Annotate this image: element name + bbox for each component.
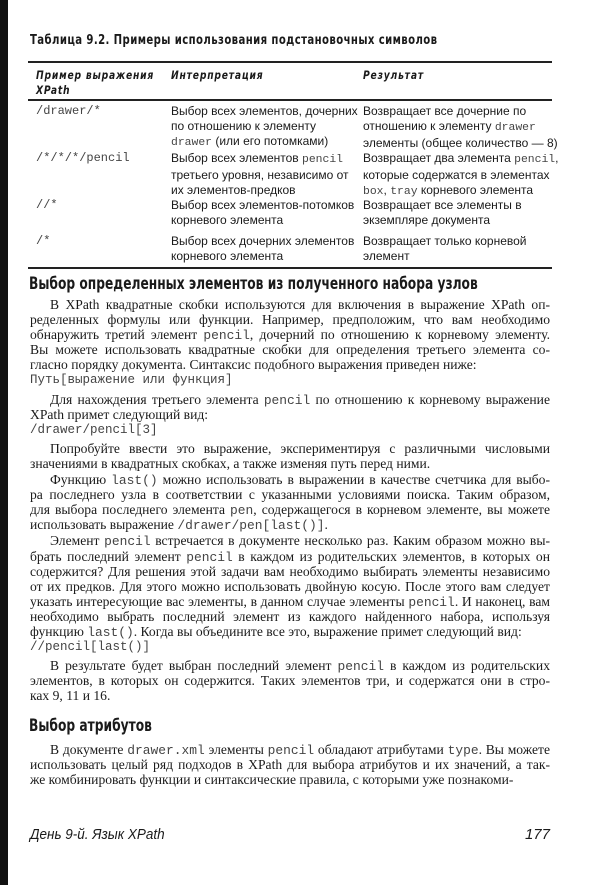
text-run: необходимо выбрать последний элемент из каждого найденного набора, используя [30,608,550,624]
inline-code: drawer.xml [127,743,205,758]
text-run: брать последний элемент [30,548,187,564]
text-run: Возвращает только корневой [363,234,527,248]
text-run: элемент [363,249,410,263]
cell-line [363,234,527,249]
text-run: корневого элемента [171,249,284,263]
text-line [30,772,550,787]
table-header-rule [28,99,552,101]
paragraph [30,742,550,787]
text-run: В XPath квадратные скобки используются для включения в выражение XPath оп- [50,297,550,312]
text-run: , дочерний по отношению к корневому элементу. [249,327,550,343]
text-line [30,564,550,579]
result-cell [363,198,522,228]
text-line [30,342,550,357]
paragraph [30,472,550,532]
text-run: . [324,517,328,533]
text-run: , содержащегося в корневом элементе, вы можете [253,502,550,518]
table-bottom-rule [28,267,552,269]
text-run: отношению к элементу [363,119,495,133]
section-heading: Выбор определенных элементов из полученного набора узлов [29,274,478,294]
table-header-result: Результат [363,68,424,82]
text-run: Возвращает все дочерние по [363,104,527,118]
text-line [30,579,550,594]
text-run: . И наконец, вам [454,593,550,609]
inline-code: pencil [203,328,250,344]
text-run: функцию [30,623,88,639]
text-line [30,312,550,327]
cell-line [363,198,522,213]
text-run: элементов, в которых он содержится. Таких элементов три, и содержатся они в стро- [30,673,550,689]
cell-line [171,198,354,213]
cell-line [363,151,558,168]
expression-cell: /* [36,234,51,248]
cell-line [363,119,558,136]
table-title: Таблица 9.2. Примеры использования подстановочных символов [30,33,438,48]
text-run: Выбор всех элементов, дочерних [171,104,358,118]
inline-code: pencil [408,594,455,610]
text-line [30,757,550,772]
table-header-interpretation: Интерпретация [171,68,264,82]
text-line [30,533,550,548]
cell-line [171,151,349,168]
expression-cell: //* [36,198,58,212]
text-run: корневого элемента [171,213,284,227]
page-binding-edge [0,0,8,885]
text-run: использовать целый ряд подходов в XPath для выбора атрибутов и их значений, а так- [30,757,550,773]
inline-code: drawer [494,122,536,134]
text-line [30,407,550,422]
text-line [30,487,550,502]
cell-line [363,168,558,183]
text-line [30,392,550,407]
text-run: Выбор всех элементов-потомков [171,198,355,212]
text-line [30,624,550,639]
interpretation-cell [171,234,354,264]
text-run: в каждом из родительских [383,658,550,674]
cell-line [363,104,558,119]
text-run: значениями в квадратных скобках, а также изменяя путь перед ними. [30,455,431,471]
table-header-expression [36,68,154,98]
text-run: , [383,183,391,197]
text-line [30,327,550,342]
cell-line [171,104,358,119]
section-heading: Выбор атрибутов [29,716,152,736]
text-run: (или его потомками) [212,134,329,148]
text-run: их элементов-предков [171,183,296,197]
result-cell [363,151,558,200]
inline-code: tray [390,186,418,198]
text-line [30,688,550,703]
inline-code: box [363,186,384,198]
code-line: Путь[выражение или функция] [30,373,233,388]
paragraph [30,658,550,703]
text-line [30,472,550,487]
text-run: Функцию [50,472,112,488]
result-cell [363,104,558,151]
text-run: Выбор всех элементов [171,151,302,165]
inline-code: pencil [302,154,344,166]
expression-cell: /*/*/*/pencil [36,151,130,165]
inline-code: pencil [514,154,556,166]
inline-code: pencil [337,659,384,675]
header-line: XPath [36,83,71,97]
text-run: , [555,151,559,165]
text-run: Вы можете использовать квадратные скобки для определения третьего элемента со- [30,342,550,358]
text-run: содержится? Для решения этой задачи вам необходимо выбирать элементы независимо [30,563,550,579]
text-run: Возвращает два элемента [363,151,515,165]
inline-code: last() [111,473,158,489]
text-run: корневого элемента [417,183,534,197]
text-run: В документе [50,742,128,757]
text-run: ках 9, 11 и 16. [30,688,111,704]
cell-line [171,119,358,134]
text-run: использовать выражение [30,517,178,533]
text-run: которые содержатся в элементах [363,168,550,182]
section-body [30,297,550,704]
text-run: Для нахождения третьего элемента [50,391,264,407]
text-run: третьего уровня, независимо от [171,168,349,182]
header-line: Пример выражения [36,68,155,82]
interpretation-cell [171,198,354,228]
page-number: 177 [524,826,550,843]
inline-code: pencil [263,392,311,408]
running-title: День 9-й. Язык XPath [30,826,165,843]
text-run: Выбор всех дочерних элементов [171,234,355,248]
paragraph [30,297,550,372]
paragraph [30,533,550,639]
cell-line [171,249,354,264]
cell-line [363,213,522,228]
text-run: . Вы можете [478,742,550,757]
text-run: ра последнего узла в соответствии с указанными условиями поиска. Таким образом, [30,487,550,503]
text-run: ределенных формулы или функции. Например, предположим, что вам необходимо [30,312,550,328]
inline-code: pencil [267,743,315,758]
text-run: Элемент [50,533,105,549]
text-run: обнаружить третий элемент [30,327,204,343]
expression-cell: /drawer/* [36,104,101,118]
text-run: Попробуйте ввести это выражение, экспериментируя с различными числовыми [50,440,550,456]
text-run: можно использовать в выражении в качестве счетчика для выбо- [157,472,550,488]
text-line [30,502,550,517]
text-run: указать интересующие вас элементы, в данном случае элементы [30,593,409,609]
code-line: /drawer/pencil[3] [30,422,158,437]
text-line [30,357,550,372]
cell-line [363,249,527,264]
text-run: гласно порядку документа. Синтаксис подобного выражения приведен ниже: [30,357,477,373]
code-line: //pencil[last()] [30,640,151,655]
paragraph [30,441,550,471]
interpretation-cell [171,151,349,198]
result-cell [363,234,527,264]
text-run: элементы [204,742,268,757]
paragraph [30,392,550,422]
text-line [30,658,550,673]
text-run: по отношению к корневому выражение [310,391,550,407]
text-run: обладают атрибутами [314,742,448,757]
text-run: же комбинировать функции и синтаксические правила, с которыми уже познакоми- [30,772,514,788]
text-run: по отношению к элементу [171,119,316,133]
text-run: экземпляре документа [363,213,490,227]
text-run: встречается в документе несколько раз. Каким образом можно вы- [150,533,550,549]
text-line [30,742,550,757]
text-line [30,609,550,624]
inline-code: /drawer/pen[last()] [177,518,325,534]
cell-line [363,136,558,151]
text-run: для выбора последнего элемента [30,502,231,518]
text-line [30,517,550,532]
cell-line [171,134,358,151]
inline-code: type [447,743,479,758]
table-top-rule [28,61,552,63]
text-line [30,549,550,564]
text-line [30,594,550,609]
text-run: . Когда вы объедините все это, выражение примет следующий вид: [133,623,522,639]
text-run: В результате будет выбран последний элемент [50,658,338,674]
cell-line [171,168,349,183]
cell-line [171,234,354,249]
inline-code: pencil [186,549,233,565]
text-run: в каждом из родительских элементов, в которых он [232,548,550,564]
inline-code: pen [230,503,254,519]
interpretation-cell [171,104,358,151]
text-run: Возвращает все элементы в [363,198,522,212]
cell-line [171,183,349,198]
text-run: элементы (общее количество — 8) [363,136,558,150]
text-line [30,673,550,688]
text-line [30,456,550,471]
inline-code: drawer [171,137,213,149]
text-run: от их предков. Для этого можно использовать двойную косую. После этого вам следует [30,578,550,594]
text-line [30,441,550,456]
section-body [30,742,550,788]
cell-line [171,213,354,228]
text-run: XPath примет следующий вид: [30,406,209,422]
inline-code: last() [87,624,134,640]
text-line [30,297,550,312]
inline-code: pencil [104,534,151,550]
